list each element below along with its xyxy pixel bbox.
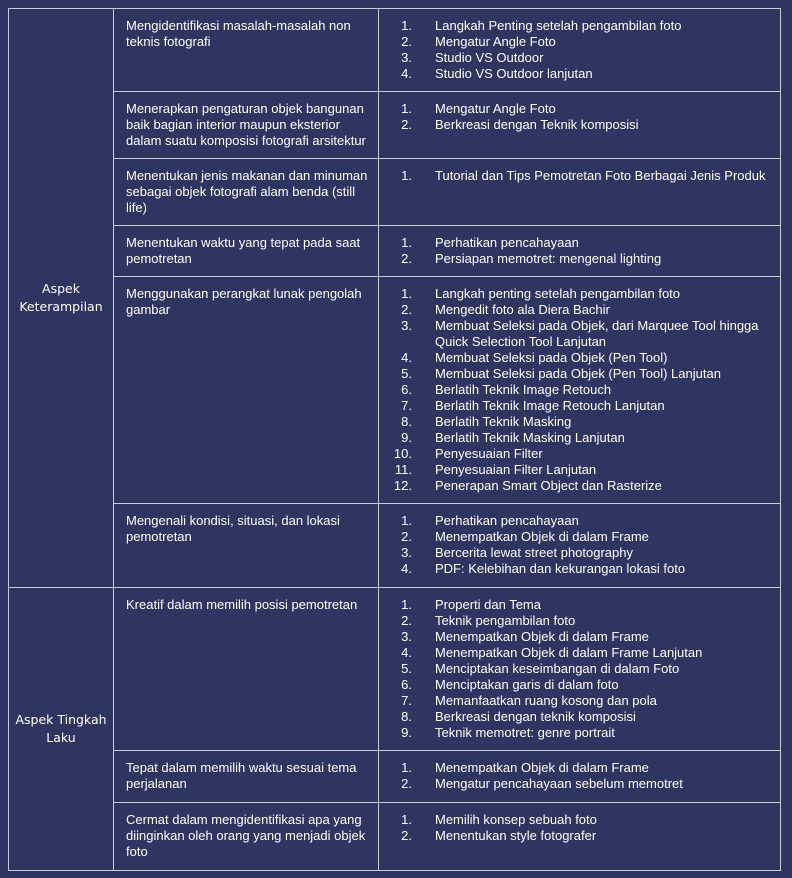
materials-list <box>379 588 780 749</box>
list-item <box>379 812 776 828</box>
materials-cell <box>379 588 781 751</box>
competency-cell <box>114 803 379 871</box>
list-item-number: 3. <box>401 629 412 644</box>
list-item-text: Penerapan Smart Object dan Rasterize <box>435 478 662 493</box>
materials-cell <box>379 504 781 588</box>
list-item-number: 2. <box>401 117 412 132</box>
list-item-text: Berlatih Teknik Image Retouch Lanjutan <box>435 398 665 413</box>
list-item <box>379 101 776 117</box>
list-item-number: 9. <box>401 725 412 740</box>
list-item <box>379 414 776 430</box>
list-item-text: Perhatikan pencahayaan <box>435 235 579 250</box>
table-row <box>9 751 781 803</box>
competency-text: Menentukan waktu yang tepat pada saat pemotretan <box>126 235 361 266</box>
list-item-text: Menempatkan Objek di dalam Frame <box>435 629 649 644</box>
list-item-number: 4. <box>401 350 412 365</box>
materials-cell <box>379 226 781 277</box>
list-item-number: 1. <box>401 235 412 250</box>
list-item-text: Teknik memotret: genre portrait <box>435 725 615 740</box>
list-item <box>379 398 776 414</box>
list-item <box>379 251 776 267</box>
materials-list <box>379 9 780 90</box>
table-row <box>9 588 781 751</box>
list-item <box>379 545 776 561</box>
list-item-text: Menempatkan Objek di dalam Frame <box>435 529 649 544</box>
list-item-text: Berlatih Teknik Image Retouch <box>435 382 612 397</box>
list-item <box>379 529 776 545</box>
list-item <box>379 693 776 709</box>
list-item <box>379 645 776 661</box>
list-item-number: 6. <box>401 677 412 692</box>
list-item-text: Berlatih Teknik Masking Lanjutan <box>435 430 625 445</box>
list-item <box>379 350 776 366</box>
list-item-text: Studio VS Outdoor <box>435 50 544 65</box>
competency-text: Mengidentifikasi masalah-masalah non teknis fotografi <box>126 18 351 49</box>
list-item-number: 1. <box>401 286 412 301</box>
list-item-text: Penyesuaian Filter Lanjutan <box>435 462 597 477</box>
list-item-number: 1. <box>401 760 412 775</box>
list-item <box>379 318 776 350</box>
list-item-number: 8. <box>401 709 412 724</box>
list-item-text: Langkah Penting setelah pengambilan foto <box>435 18 682 33</box>
materials-list <box>379 92 780 141</box>
list-item <box>379 235 776 251</box>
materials-list <box>379 159 780 192</box>
list-item-text: Langkah penting setelah pengambilan foto <box>435 286 681 301</box>
list-item-text: Tutorial dan Tips Pemotretan Foto Berbagai Jenis Produk <box>435 168 766 183</box>
list-item <box>379 446 776 462</box>
competency-text: Menentukan jenis makanan dan minuman sebagai objek fotografi alam benda (still life) <box>126 168 368 215</box>
materials-cell <box>379 751 781 803</box>
list-item-number: 10. <box>393 446 412 461</box>
list-item <box>379 478 776 494</box>
table-row <box>9 803 781 871</box>
list-item-number: 1. <box>401 101 412 116</box>
list-item <box>379 117 776 133</box>
competency-text: Tepat dalam memilih waktu sesuai tema perjalanan <box>126 760 357 791</box>
list-item-number: 1. <box>401 18 412 33</box>
list-item <box>379 828 776 844</box>
list-item <box>379 709 776 725</box>
list-item <box>379 366 776 382</box>
list-item-number: 3. <box>401 545 412 560</box>
curriculum-table-body <box>9 9 781 871</box>
list-item <box>379 629 776 645</box>
table-row <box>9 92 781 159</box>
list-item-text: Studio VS Outdoor lanjutan <box>435 66 593 81</box>
aspect-label: Aspek Tingkah Laku <box>15 712 107 745</box>
list-item-text: Berkreasi dengan teknik komposisi <box>435 709 636 724</box>
list-item-text: Memanfaatkan ruang kosong dan pola <box>435 693 657 708</box>
competency-cell <box>114 226 379 277</box>
competency-cell <box>114 751 379 803</box>
list-item-text: Persiapan memotret: mengenal lighting <box>435 251 662 266</box>
table-row <box>9 9 781 92</box>
table-row <box>9 277 781 504</box>
table-row <box>9 159 781 226</box>
list-item-number: 1. <box>401 812 412 827</box>
list-item-text: Memilih konsep sebuah foto <box>435 812 597 827</box>
competency-cell <box>114 504 379 588</box>
competency-text: Menerapkan pengaturan objek bangunan baik bagian interior maupun eksterior dalam suatu komposisi fotografi arsitektur <box>126 101 366 148</box>
list-item-text: Properti dan Tema <box>435 597 541 612</box>
list-item <box>379 462 776 478</box>
list-item-text: Menempatkan Objek di dalam Frame Lanjutan <box>435 645 703 660</box>
list-item-number: 5. <box>401 661 412 676</box>
list-item-number: 5. <box>401 366 412 381</box>
list-item-text: Perhatikan pencahayaan <box>435 513 579 528</box>
list-item-number: 6. <box>401 382 412 397</box>
list-item-number: 4. <box>401 645 412 660</box>
competency-cell <box>114 588 379 751</box>
list-item-text: Teknik pengambilan foto <box>435 613 576 628</box>
list-item-number: 9. <box>401 430 412 445</box>
list-item <box>379 286 776 302</box>
competency-cell <box>114 92 379 159</box>
list-item-number: 3. <box>401 50 412 65</box>
list-item-number: 2. <box>401 776 412 791</box>
list-item-text: Berkreasi dengan Teknik komposisi <box>435 117 639 132</box>
list-item-number: 2. <box>401 251 412 266</box>
materials-list <box>379 751 780 800</box>
list-item <box>379 168 776 184</box>
list-item-text: Menentukan style fotografer <box>435 828 597 843</box>
list-item <box>379 613 776 629</box>
table-row <box>9 504 781 588</box>
list-item-text: Mengedit foto ala Diera Bachir <box>435 302 610 317</box>
list-item-number: 1. <box>401 513 412 528</box>
competency-text: Mengenali kondisi, situasi, dan lokasi pemotretan <box>126 513 340 544</box>
competency-text: Menggunakan perangkat lunak pengolah gambar <box>126 286 362 317</box>
list-item <box>379 50 776 66</box>
list-item <box>379 760 776 776</box>
list-item <box>379 561 776 577</box>
list-item-number: 1. <box>401 597 412 612</box>
materials-cell <box>379 92 781 159</box>
list-item <box>379 677 776 693</box>
list-item-number: 4. <box>401 66 412 81</box>
list-item-number: 2. <box>401 828 412 843</box>
list-item-number: 1. <box>401 168 412 183</box>
list-item <box>379 776 776 792</box>
aspect-cell <box>9 9 114 588</box>
competency-cell <box>114 9 379 92</box>
list-item-number: 2. <box>401 613 412 628</box>
list-item-text: Berlatih Teknik Masking <box>435 414 572 429</box>
list-item-text: Membuat Seleksi pada Objek (Pen Tool) <box>435 350 668 365</box>
list-item <box>379 66 776 82</box>
list-item <box>379 302 776 318</box>
list-item-text: Mengatur pencahayaan sebelum memotret <box>435 776 683 791</box>
list-item <box>379 661 776 677</box>
list-item-text: Mengatur Angle Foto <box>435 101 556 116</box>
materials-cell <box>379 9 781 92</box>
list-item <box>379 382 776 398</box>
competency-cell <box>114 277 379 504</box>
curriculum-table <box>8 8 781 871</box>
list-item <box>379 34 776 50</box>
list-item-number: 7. <box>401 398 412 413</box>
competency-cell <box>114 159 379 226</box>
list-item-number: 3. <box>401 318 412 333</box>
materials-list <box>379 277 780 502</box>
list-item-number: 11. <box>394 462 412 477</box>
list-item-number: 2. <box>401 34 412 49</box>
list-item-text: Menciptakan garis di dalam foto <box>435 677 619 692</box>
materials-cell <box>379 159 781 226</box>
list-item-text: Mengatur Angle Foto <box>435 34 556 49</box>
list-item <box>379 725 776 741</box>
list-item-text: Penyesuaian Filter <box>435 446 543 461</box>
aspect-cell <box>9 588 114 871</box>
list-item-number: 2. <box>401 302 412 317</box>
materials-list <box>379 803 780 852</box>
materials-cell <box>379 803 781 871</box>
list-item-text: Membuat Seleksi pada Objek, dari Marquee Tool hingga Quick Selection Tool Lanjutan <box>435 318 759 349</box>
list-item-text: Menciptakan keseimbangan di dalam Foto <box>435 661 680 676</box>
list-item-number: 4. <box>401 561 412 576</box>
aspect-label: Aspek Keterampilan <box>19 281 103 314</box>
list-item-text: PDF: Kelebihan dan kekurangan lokasi foto <box>435 561 686 576</box>
competency-text: Cermat dalam mengidentifikasi apa yang diinginkan oleh orang yang menjadi objek foto <box>126 812 366 859</box>
competency-text: Kreatif dalam memilih posisi pemotretan <box>126 597 358 612</box>
list-item <box>379 18 776 34</box>
list-item-number: 12. <box>393 478 412 493</box>
materials-list <box>379 226 780 275</box>
list-item-text: Menempatkan Objek di dalam Frame <box>435 760 649 775</box>
list-item <box>379 597 776 613</box>
list-item-number: 7. <box>401 693 412 708</box>
list-item-number: 2. <box>401 529 412 544</box>
table-row <box>9 226 781 277</box>
materials-cell <box>379 277 781 504</box>
list-item-text: Bercerita lewat street photography <box>435 545 633 560</box>
list-item <box>379 430 776 446</box>
list-item-text: Membuat Seleksi pada Objek (Pen Tool) Lanjutan <box>435 366 721 381</box>
materials-list <box>379 504 780 585</box>
list-item <box>379 513 776 529</box>
list-item-number: 8. <box>401 414 412 429</box>
